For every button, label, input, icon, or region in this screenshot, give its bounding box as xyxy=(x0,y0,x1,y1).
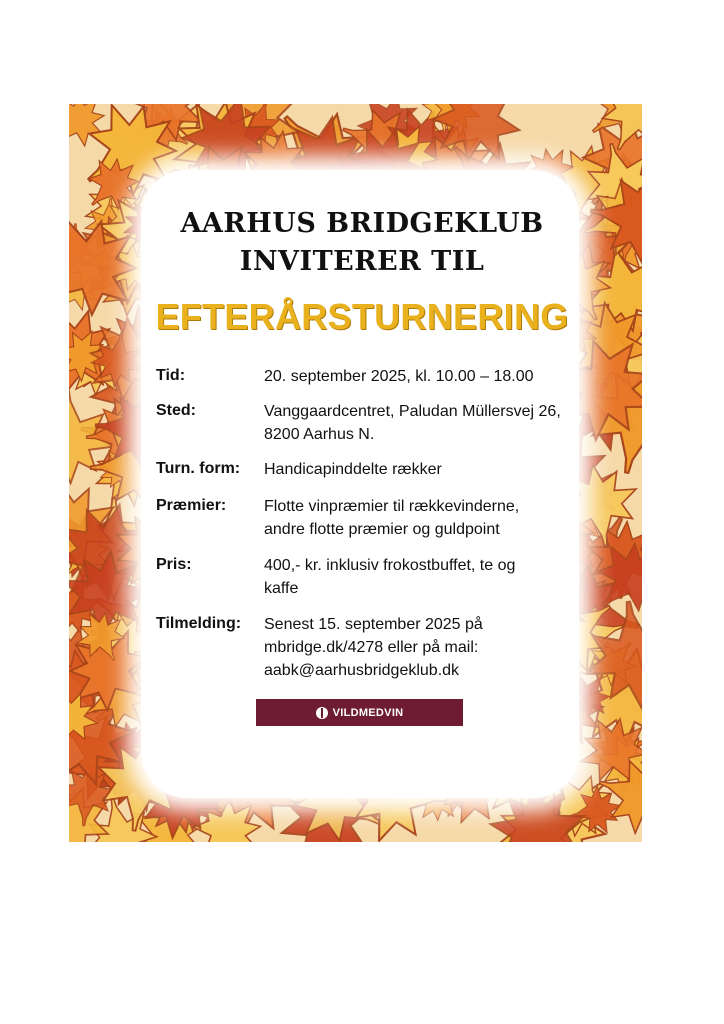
label-price: Pris: xyxy=(156,556,192,573)
wine-drop-icon xyxy=(316,707,328,719)
vildmedvin-logo xyxy=(256,699,463,726)
value-prizes: Flotte vinpræmier til rækkevinderne, andre flotte præmier og guldpoint xyxy=(264,498,520,538)
value-format: Handicapinddelte rækker xyxy=(264,461,442,478)
label-prizes: Præmier: xyxy=(156,497,227,514)
label-format: Turn. form: xyxy=(156,460,241,477)
club-title: AARHUS BRIDGEKLUB xyxy=(180,208,544,239)
invite-line: INVITERER TIL xyxy=(239,246,485,277)
value-signup: Senest 15. september 2025 på mbridge.dk/4278 eller på mail: aabk@aarhusbridgeklub.dk xyxy=(264,616,483,679)
label-time: Tid: xyxy=(156,367,186,384)
value-price: 400,- kr. inklusiv frokostbuffet, te og kaffe xyxy=(264,557,516,597)
label-place: Sted: xyxy=(156,402,196,419)
label-signup: Tilmelding: xyxy=(156,615,242,632)
logo-text: VILDMEDVIN xyxy=(332,706,404,719)
value-place: Vanggaardcentret, Paludan Müllersvej 26, 8200 Aarhus N. xyxy=(264,403,561,443)
tournament-headline: EFTERÅRSTURNERING xyxy=(155,296,569,337)
value-time: 20. september 2025, kl. 10.00 – 18.00 xyxy=(264,368,534,385)
